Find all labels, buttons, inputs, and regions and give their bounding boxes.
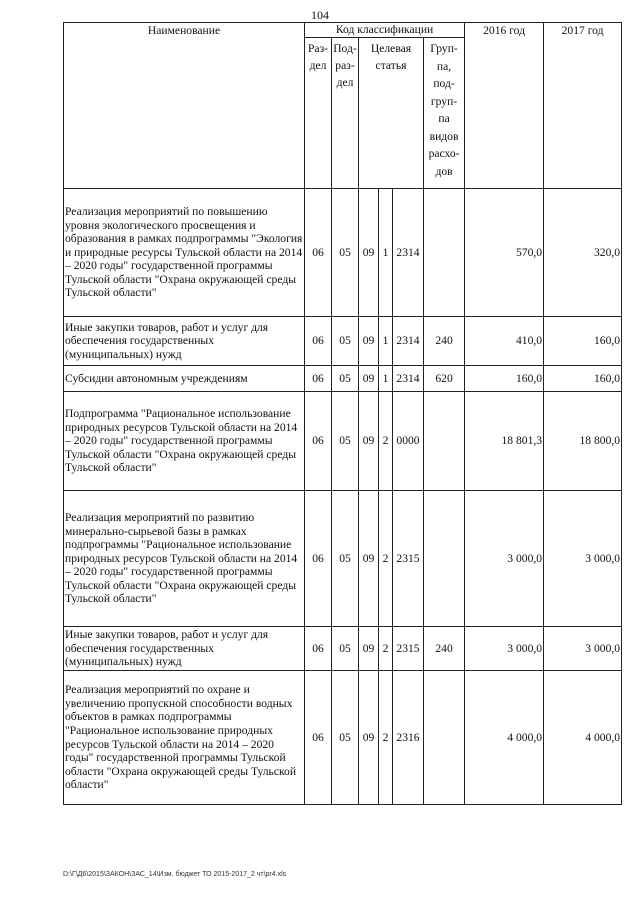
row-target-article-subprogram: 1 [379,366,393,392]
row-target-article-subprogram: 2 [379,627,393,671]
header-row-top [64,23,622,38]
row-section: 06 [305,671,332,805]
row-section: 06 [305,491,332,627]
row-target-article-program: 09 [359,189,379,317]
row-amount-2016: 570,0 [465,189,544,317]
row-target-article-subprogram: 2 [379,491,393,627]
footer-file-path: D:\Г\Д6\2015\ЗАКОН\ЗАС_14\Изм. бюджет ТО 2015-2017_2 чт\pr4.xls [63,871,287,878]
row-subsection: 05 [332,189,359,317]
row-section: 06 [305,366,332,392]
row-amount-2017: 160,0 [544,317,622,366]
header-year-2017: 2017 год [544,23,622,189]
row-target-article-direction: 2314 [393,366,424,392]
row-section: 06 [305,392,332,491]
row-amount-2017: 3 000,0 [544,491,622,627]
header-year-2016: 2016 год [465,23,544,189]
table-row [64,317,622,366]
row-amount-2017: 3 000,0 [544,627,622,671]
row-target-article-subprogram: 1 [379,317,393,366]
row-expense-group: 240 [424,317,465,366]
row-target-article-subprogram: 2 [379,392,393,491]
row-target-article-direction: 2314 [393,317,424,366]
row-name: Подпрограмма "Рациональное использование природных ресурсов Тульской области на 2014 – 2020 годы" государственной программы Тульской области "Охрана окружающей среды Тульской области" [64,392,305,491]
row-subsection: 05 [332,671,359,805]
row-expense-group [424,491,465,627]
row-amount-2016: 410,0 [465,317,544,366]
row-amount-2017: 18 800,0 [544,392,622,491]
table-row [64,189,622,317]
row-subsection: 05 [332,366,359,392]
row-subsection: 05 [332,392,359,491]
row-amount-2016: 3 000,0 [465,627,544,671]
header-name: Наименование [64,23,305,189]
row-amount-2016: 18 801,3 [465,392,544,491]
row-amount-2016: 4 000,0 [465,671,544,805]
row-amount-2016: 3 000,0 [465,491,544,627]
row-target-article-program: 09 [359,491,379,627]
row-subsection: 05 [332,627,359,671]
row-subsection: 05 [332,491,359,627]
row-target-article-program: 09 [359,671,379,805]
row-subsection: 05 [332,317,359,366]
table-row [64,627,622,671]
table-row [64,671,622,805]
table-row [64,491,622,627]
table-row [64,366,622,392]
row-target-article-subprogram: 1 [379,189,393,317]
row-expense-group [424,671,465,805]
row-target-article-direction: 2314 [393,189,424,317]
header-section: Раз- дел [305,38,332,189]
budget-table [63,22,622,805]
row-target-article-direction: 2315 [393,627,424,671]
header-expense-group: Груп- па, под- груп- па видов расхо- дов [424,38,465,189]
row-name: Иные закупки товаров, работ и услуг для обеспечения государственных (муниципальных) нужд [64,627,305,671]
row-section: 06 [305,627,332,671]
header-target-article: Целевая статья [359,38,424,189]
row-name: Реализация мероприятий по охране и увеличению пропускной способности водных объектов в рамках подпрограммы "Рациональное использование природных ресурсов Тульской области на 2014 – 2020 годы" государственной программы Тульской области "Охрана окружающей среды Тульской области" [64,671,305,805]
row-section: 06 [305,317,332,366]
row-expense-group [424,189,465,317]
row-name: Реализация мероприятий по развитию минерально-сырьевой базы в рамках подпрограммы "Рациональное использование природных ресурсов Тульской области на 2014 – 2020 годы" государственной программы Тульской области "Охрана окружающей среды Тульской области" [64,491,305,627]
row-target-article-program: 09 [359,317,379,366]
row-amount-2017: 320,0 [544,189,622,317]
row-expense-group: 240 [424,627,465,671]
row-target-article-program: 09 [359,366,379,392]
page-number: 104 [311,8,329,22]
row-target-article-program: 09 [359,627,379,671]
row-name: Иные закупки товаров, работ и услуг для обеспечения государственных (муниципальных) нужд [64,317,305,366]
row-amount-2017: 160,0 [544,366,622,392]
row-target-article-direction: 0000 [393,392,424,491]
header-subsection: Под- раз- дел [332,38,359,189]
row-name: Реализация мероприятий по повышению уровня экологического просвещения и образования в рамках подпрограммы "Экология и природные ресурсы Тульской области на 2014 – 2020 годы" государственной программы Тульской области "Охрана окружающей среды Тульской области" [64,189,305,317]
row-name: Субсидии автономным учреждениям [64,366,305,392]
row-expense-group [424,392,465,491]
row-target-article-direction: 2315 [393,491,424,627]
table-row [64,392,622,491]
row-target-article-program: 09 [359,392,379,491]
row-section: 06 [305,189,332,317]
row-target-article-subprogram: 2 [379,671,393,805]
header-classification-code: Код классификации [305,23,465,38]
row-amount-2017: 4 000,0 [544,671,622,805]
row-target-article-direction: 2316 [393,671,424,805]
row-expense-group: 620 [424,366,465,392]
row-amount-2016: 160,0 [465,366,544,392]
